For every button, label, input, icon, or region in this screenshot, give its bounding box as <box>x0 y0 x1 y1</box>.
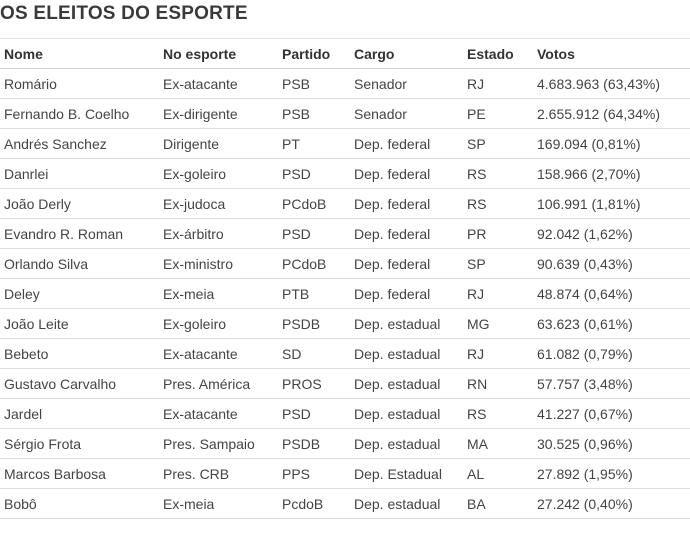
cell-no-esporte: Pres. Sampaio <box>159 429 278 459</box>
cell-no-esporte: Ex-atacante <box>159 399 278 429</box>
cell-votos: 4.683.963 (63,43%) <box>533 69 690 99</box>
cell-nome: Bebeto <box>0 339 159 369</box>
cell-nome: Sérgio Frota <box>0 429 159 459</box>
cell-partido: PSB <box>278 69 350 99</box>
column-header-nome: Nome <box>0 39 159 69</box>
cell-no-esporte: Ex-ministro <box>159 249 278 279</box>
cell-no-esporte: Pres. América <box>159 369 278 399</box>
cell-estado: RN <box>463 369 533 399</box>
cell-votos: 2.655.912 (64,34%) <box>533 99 690 129</box>
cell-votos: 90.639 (0,43%) <box>533 249 690 279</box>
cell-votos: 63.623 (0,61%) <box>533 309 690 339</box>
cell-cargo: Senador <box>350 99 463 129</box>
cell-partido: PCdoB <box>278 189 350 219</box>
cell-estado: RJ <box>463 69 533 99</box>
cell-partido: PSB <box>278 99 350 129</box>
cell-votos: 30.525 (0,96%) <box>533 429 690 459</box>
cell-cargo: Dep. federal <box>350 159 463 189</box>
cell-cargo: Dep. federal <box>350 249 463 279</box>
page-title: OS ELEITOS DO ESPORTE <box>0 3 248 24</box>
cell-nome: Danrlei <box>0 159 159 189</box>
cell-estado: RJ <box>463 339 533 369</box>
cell-cargo: Dep. estadual <box>350 339 463 369</box>
cell-estado: RS <box>463 399 533 429</box>
cell-no-esporte: Ex-goleiro <box>159 309 278 339</box>
cell-no-esporte: Ex-meia <box>159 489 278 519</box>
cell-estado: SP <box>463 249 533 279</box>
cell-estado: AL <box>463 459 533 489</box>
cell-cargo: Dep. estadual <box>350 399 463 429</box>
cell-votos: 27.242 (0,40%) <box>533 489 690 519</box>
column-header-estado: Estado <box>463 39 533 69</box>
cell-cargo: Dep. estadual <box>350 429 463 459</box>
cell-estado: RS <box>463 189 533 219</box>
table-row <box>0 69 690 99</box>
cell-nome: Gustavo Carvalho <box>0 369 159 399</box>
table-row <box>0 249 690 279</box>
table-body <box>0 69 690 519</box>
cell-no-esporte: Dirigente <box>159 129 278 159</box>
cell-estado: RS <box>463 159 533 189</box>
cell-partido: PSD <box>278 159 350 189</box>
cell-partido: PcdoB <box>278 489 350 519</box>
column-header-no-esporte: No esporte <box>159 39 278 69</box>
cell-nome: Deley <box>0 279 159 309</box>
table-row <box>0 99 690 129</box>
table-row <box>0 489 690 519</box>
cell-no-esporte: Pres. CRB <box>159 459 278 489</box>
cell-partido: PTB <box>278 279 350 309</box>
cell-cargo: Senador <box>350 69 463 99</box>
cell-estado: RJ <box>463 279 533 309</box>
table-row <box>0 189 690 219</box>
cell-nome: Orlando Silva <box>0 249 159 279</box>
cell-nome: Jardel <box>0 399 159 429</box>
cell-no-esporte: Ex-judoca <box>159 189 278 219</box>
cell-estado: PE <box>463 99 533 129</box>
cell-partido: PT <box>278 129 350 159</box>
cell-no-esporte: Ex-goleiro <box>159 159 278 189</box>
cell-votos: 169.094 (0,81%) <box>533 129 690 159</box>
table-row <box>0 369 690 399</box>
column-header-votos: Votos <box>533 39 690 69</box>
cell-cargo: Dep. federal <box>350 129 463 159</box>
cell-partido: SD <box>278 339 350 369</box>
cell-votos: 92.042 (1,62%) <box>533 219 690 249</box>
cell-cargo: Dep. federal <box>350 219 463 249</box>
elected-athletes-table <box>0 38 690 519</box>
cell-partido: PSD <box>278 399 350 429</box>
table-row <box>0 339 690 369</box>
cell-votos: 57.757 (3,48%) <box>533 369 690 399</box>
cell-votos: 106.991 (1,81%) <box>533 189 690 219</box>
cell-cargo: Dep. estadual <box>350 309 463 339</box>
cell-nome: Bobô <box>0 489 159 519</box>
cell-votos: 61.082 (0,79%) <box>533 339 690 369</box>
header-row <box>0 39 690 69</box>
cell-partido: PROS <box>278 369 350 399</box>
cell-nome: Fernando B. Coelho <box>0 99 159 129</box>
cell-nome: Marcos Barbosa <box>0 459 159 489</box>
table-row <box>0 279 690 309</box>
cell-votos: 27.892 (1,95%) <box>533 459 690 489</box>
cell-no-esporte: Ex-árbitro <box>159 219 278 249</box>
cell-estado: SP <box>463 129 533 159</box>
cell-nome: Andrés Sanchez <box>0 129 159 159</box>
cell-cargo: Dep. estadual <box>350 489 463 519</box>
cell-partido: PPS <box>278 459 350 489</box>
cell-estado: MA <box>463 429 533 459</box>
cell-cargo: Dep. Estadual <box>350 459 463 489</box>
table-row <box>0 399 690 429</box>
table-row <box>0 159 690 189</box>
cell-nome: João Leite <box>0 309 159 339</box>
column-header-cargo: Cargo <box>350 39 463 69</box>
cell-nome: Romário <box>0 69 159 99</box>
cell-cargo: Dep. federal <box>350 279 463 309</box>
cell-partido: PCdoB <box>278 249 350 279</box>
column-header-partido: Partido <box>278 39 350 69</box>
cell-partido: PSDB <box>278 429 350 459</box>
table-row <box>0 309 690 339</box>
cell-no-esporte: Ex-atacante <box>159 339 278 369</box>
cell-votos: 158.966 (2,70%) <box>533 159 690 189</box>
cell-nome: Evandro R. Roman <box>0 219 159 249</box>
cell-cargo: Dep. estadual <box>350 369 463 399</box>
cell-estado: BA <box>463 489 533 519</box>
table-row <box>0 459 690 489</box>
cell-estado: PR <box>463 219 533 249</box>
cell-cargo: Dep. federal <box>350 189 463 219</box>
cell-partido: PSD <box>278 219 350 249</box>
cell-nome: João Derly <box>0 189 159 219</box>
cell-votos: 48.874 (0,64%) <box>533 279 690 309</box>
cell-no-esporte: Ex-dirigente <box>159 99 278 129</box>
cell-votos: 41.227 (0,67%) <box>533 399 690 429</box>
table-header <box>0 39 690 69</box>
table-row <box>0 219 690 249</box>
cell-estado: MG <box>463 309 533 339</box>
cell-no-esporte: Ex-atacante <box>159 69 278 99</box>
cell-no-esporte: Ex-meia <box>159 279 278 309</box>
table-row <box>0 429 690 459</box>
table-row <box>0 129 690 159</box>
cell-partido: PSDB <box>278 309 350 339</box>
